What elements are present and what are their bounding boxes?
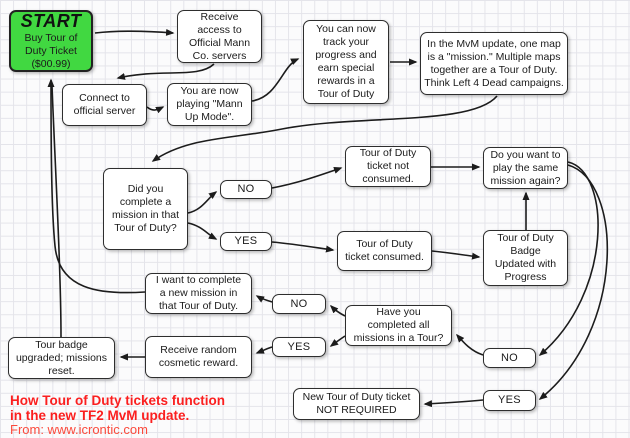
flow-edge-no-2-to-i-want-new-mission: [257, 296, 272, 302]
flow-node-tour-badge-upgraded: [8, 337, 115, 379]
chart-caption: [10, 394, 225, 438]
flow-node-text: mission again?: [490, 174, 561, 187]
flow-node-text: Official Mann: [188, 36, 251, 49]
caption-title-line2: in the new TF2 MvM update.: [10, 407, 190, 423]
flow-node-text: track your: [322, 36, 370, 48]
flow-node-text: a new mission in: [159, 287, 238, 299]
flow-node-no-2: [272, 294, 326, 314]
flow-node-text: earn special: [317, 62, 375, 74]
flow-edge-have-completed-all-to-no-2: [331, 306, 345, 316]
flow-node-text: completed all: [367, 319, 430, 331]
flow-node-text: I want to complete: [155, 274, 242, 286]
flow-node-text: ticket consumed.: [345, 251, 424, 263]
flow-node-text: Have you: [376, 306, 421, 318]
flow-edge-start-to-receive-access: [95, 31, 173, 33]
flow-node-text: cosmetic reward.: [158, 357, 239, 369]
flow-node-receive-access: [177, 10, 262, 63]
flow-node-text: official server: [73, 105, 136, 117]
flow-edge-no-3-to-have-completed-all: [457, 335, 483, 355]
flow-node-i-want-new-mission: [145, 273, 252, 314]
flow-node-text: Buy Tour of: [24, 31, 78, 44]
flow-node-badge-updated: [483, 230, 568, 286]
flow-edge-have-completed-all-to-yes-2: [331, 336, 345, 346]
flow-node-mvm-update: [420, 32, 568, 95]
flow-node-text: ($00.99): [31, 57, 71, 70]
caption-source: From: www.icrontic.com: [10, 422, 148, 437]
flow-node-text: consumed.: [362, 173, 414, 185]
flow-node-ticket-not-consumed: [345, 146, 431, 187]
flow-node-text: play the same: [492, 161, 559, 174]
caption-title-line1: How Tour of Duty tickets function: [10, 393, 225, 408]
flow-edge-yes-3-to-ticket-not-required: [425, 400, 483, 404]
flow-node-text: Did you: [127, 183, 164, 195]
flow-node-text: together are a Tour of Duty.: [430, 63, 558, 76]
flow-node-text: Duty Ticket: [25, 44, 77, 57]
flow-node-start: [9, 10, 93, 72]
flow-edge-mann-up-mode-to-track-progress: [252, 59, 298, 101]
flow-node-text: Think Left 4 Dead campaigns.: [424, 76, 564, 89]
flow-edge-did-you-complete-to-no-1: [188, 192, 216, 213]
flow-node-text: is a "mission." Multiple maps: [427, 50, 561, 63]
flow-node-text: NO: [290, 297, 308, 310]
flow-node-text: In the MvM update, one map: [427, 37, 561, 50]
flow-node-text: Tour badge: [35, 338, 88, 351]
flow-node-text: Receive random: [160, 344, 237, 356]
flow-edge-connect-server-to-mann-up-mode: [147, 107, 163, 110]
flow-node-text: Tour of Duty: [497, 232, 554, 244]
flow-edge-no-1-to-ticket-not-consumed: [272, 168, 341, 188]
flow-node-text: ticket not: [366, 160, 410, 172]
flow-node-text: NO: [237, 183, 255, 195]
flow-edge-tour-badge-upgraded-to-start: [52, 86, 61, 337]
flow-node-text: missions in a Tour?: [353, 332, 444, 344]
flow-node-did-you-complete: [103, 168, 188, 250]
flow-edge-receive-access-to-connect-server: [118, 64, 214, 78]
flow-node-no-1: [220, 180, 272, 199]
flow-node-yes-3: [483, 390, 536, 411]
flow-node-text: You are now: [180, 85, 239, 97]
flow-node-text: Up Mode".: [184, 111, 235, 123]
flow-node-ticket-not-required: [293, 388, 420, 420]
flow-node-text: Receive: [200, 10, 239, 23]
flow-node-text: Tour of Duty: [356, 238, 413, 250]
flow-node-text: mission in that: [111, 209, 180, 221]
flow-node-text: playing "Mann: [176, 98, 243, 110]
flow-edge-ticket-consumed-to-badge-updated: [432, 251, 479, 257]
flow-node-text: rewards in a: [317, 75, 375, 87]
flow-node-text: progress and: [315, 49, 377, 61]
flow-node-text: Progress: [504, 271, 547, 283]
flow-edge-yes-2-to-cosmetic-reward: [257, 347, 272, 353]
flow-edge-did-you-complete-to-yes-1: [188, 223, 216, 239]
flow-node-same-mission: [483, 147, 568, 189]
flow-node-text: YES: [287, 340, 311, 353]
flow-node-text: complete a: [119, 196, 172, 208]
flow-node-cosmetic-reward: [145, 336, 252, 378]
flow-node-yes-1: [220, 232, 272, 251]
flow-node-text: Tour of Duty: [317, 88, 375, 100]
flow-node-text: access to: [197, 23, 242, 36]
flow-node-text: You can now: [316, 23, 376, 35]
flow-node-text: that Tour of Duty.: [159, 300, 238, 312]
flow-node-text: NO: [500, 351, 519, 364]
flow-node-text: Co. servers: [192, 49, 247, 62]
start-title: START: [20, 10, 82, 31]
flow-edge-yes-1-to-ticket-consumed: [272, 242, 333, 250]
flow-node-text: New Tour of Duty ticket: [302, 391, 411, 403]
flow-node-text: YES: [498, 394, 521, 406]
flow-node-text: reset.: [48, 364, 75, 377]
flow-node-ticket-consumed: [337, 231, 432, 271]
flow-node-track-progress: [303, 20, 389, 104]
flow-node-text: YES: [234, 235, 258, 247]
flow-node-yes-2: [272, 337, 326, 357]
flow-node-have-completed-all: [345, 305, 452, 346]
flow-node-text: Connect to: [79, 92, 130, 104]
flow-node-text: Updated with: [494, 258, 557, 270]
flow-node-text: Tour of Duty: [359, 147, 417, 159]
flow-node-connect-server: [62, 84, 147, 126]
flow-node-text: Do you want to: [490, 148, 561, 161]
flow-node-mann-up-mode: [167, 83, 252, 126]
flow-node-text: NOT REQUIRED: [316, 404, 397, 416]
flow-node-text: upgraded; missions: [15, 351, 108, 364]
flow-node-text: Tour of Duty?: [114, 222, 177, 234]
flow-node-no-3: [483, 348, 536, 368]
flow-node-text: Badge: [510, 245, 541, 257]
